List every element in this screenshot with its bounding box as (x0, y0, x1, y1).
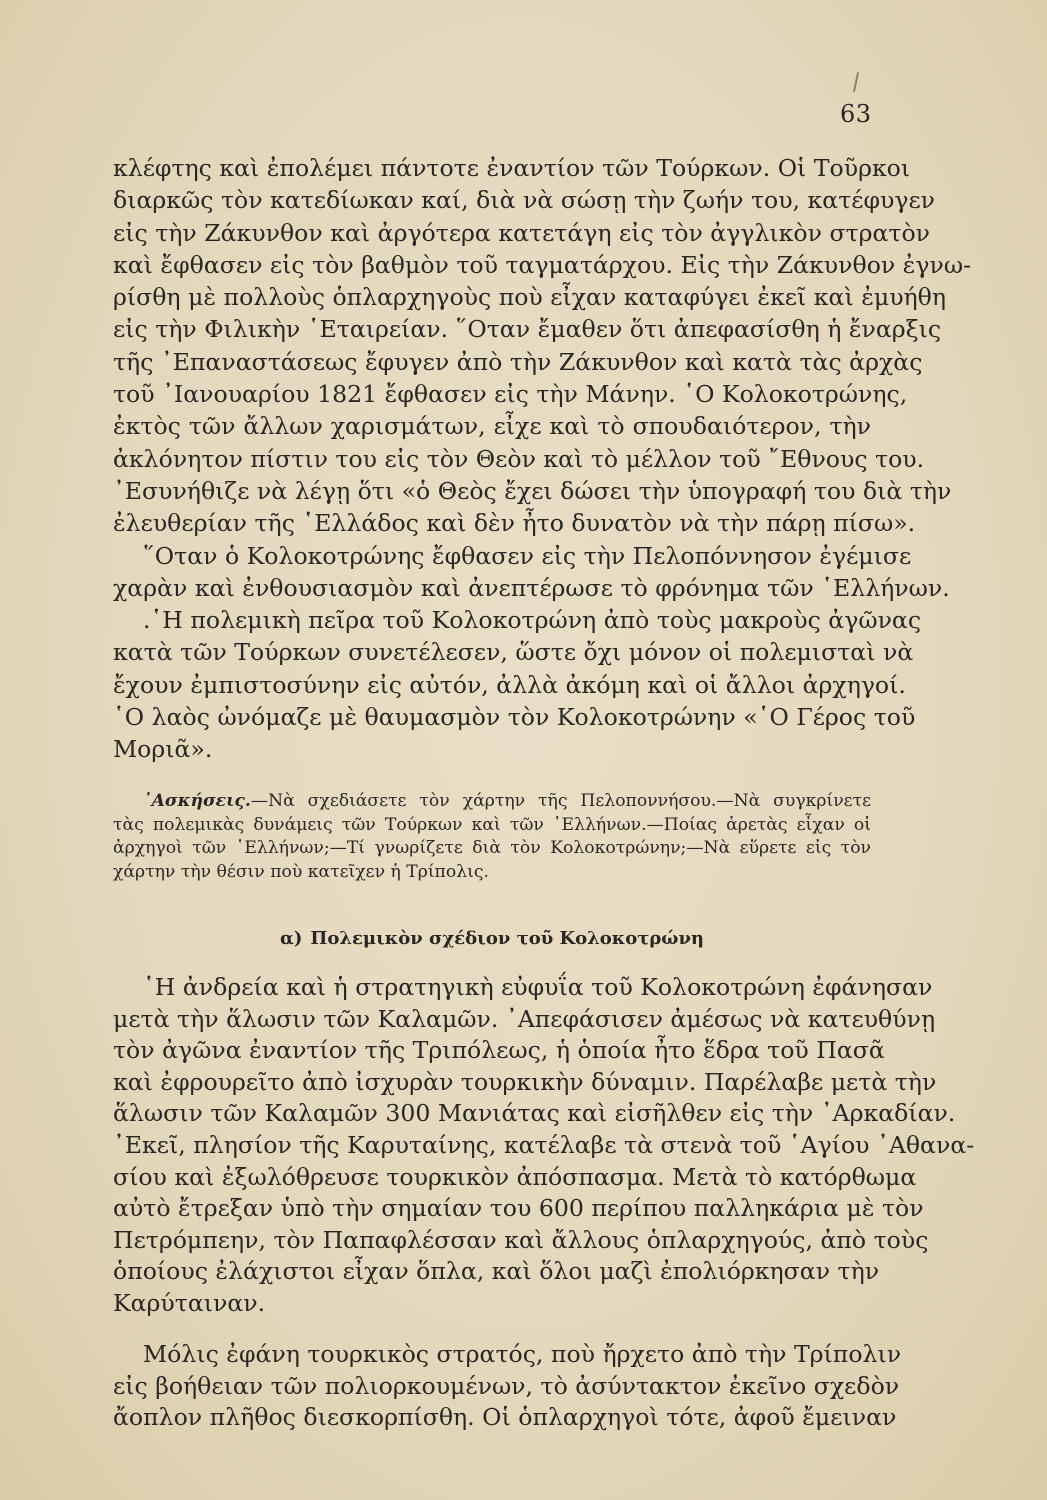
text-line: εἰς βοήθειαν τῶν πολιορκουμένων, τὸ ἀσύντακτον ἐκεῖνο σχεδὸν (113, 1371, 900, 1400)
text-line: τὸν ἀγῶνα ἐναντίον τῆς Τριπόλεως, ἡ ὁποία ἦτο ἕδρα τοῦ Πασᾶ (113, 1036, 885, 1065)
exercises-line (113, 790, 871, 814)
text-line: ἅλωσιν τῶν Καλαμῶν 300 Μανιάτας καὶ εἰσῆλθεν εἰς τὴν ᾿Αρκαδίαν. (113, 1099, 956, 1128)
pencil-mark (853, 72, 859, 92)
section-text (113, 972, 975, 1320)
exercises-label: ᾿Ασκήσεις. (143, 791, 251, 811)
section-title: Πολεμικὸν σχέδιον τοῦ Κολοκοτρώνη (310, 928, 705, 949)
text-line: Πετρόμπεην, τὸν Παπαφλέσσαν καὶ ἄλλους ὁπλαρχηγούς, ἀπὸ τοὺς (113, 1225, 929, 1254)
main-text (113, 152, 972, 766)
text-line: ὁποίους ἐλάχιστοι εἶχαν ὅπλα, καὶ ὅλοι μαζὶ ἐπολιόρκησαν τὴν (113, 1257, 880, 1286)
text-line: Καρύταιναν. (113, 1288, 266, 1317)
text-line: ἄοπλον πλῆθος διεσκορπίσθη. Οἱ ὁπλαρχηγοὶ τότε, ἀφοῦ ἔμειναν (113, 1403, 897, 1432)
text-line: ᾿Εκεῖ, πλησίον τῆς Καρυταίνης, κατέλαβε τὰ στενὰ τοῦ ῾Αγίου ᾿Αθανα- (113, 1130, 975, 1159)
text-line: Μόλις ἐφάνη τουρκικὸς στρατός, ποὺ ἤρχετο ἀπὸ τὴν Τρίπολιν (143, 1340, 902, 1368)
text-line: ἐλευθερίαν τῆς ῾Ελλάδος καὶ δὲν ἦτο δυνατὸν νὰ τὴν πάρῃ πίσω». (113, 509, 916, 538)
exercises (113, 790, 871, 884)
exercises-line: ἀρχηγοὶ τῶν ῾Ελλήνων;—Τί γνωρίζετε διὰ τὸν Κολοκοτρώνην;—Νὰ εὕρετε εἰς τὸν (113, 838, 871, 858)
text-line: χαρὰν καὶ ἐνθουσιασμὸν καὶ ἀνεπτέρωσε τὸ φρόνημα τῶν ῾Ελλήνων. (113, 573, 950, 602)
exercises-text: —Νὰ σχεδιάσετε τὸν χάρτην τῆς Πελοποννήσου.—Νὰ συγκρίνετε (250, 791, 871, 811)
text-line: ἔχουν ἐμπιστοσύνην εἰς αὐτόν, ἀλλὰ ἀκόμη καὶ οἱ ἄλλοι ἀρχηγοί. (113, 670, 906, 699)
text-line: ῾Ο λαὸς ὠνόμαζε μὲ θαυμασμὸν τὸν Κολοκοτρώνην «῾Ο Γέρος τοῦ (113, 703, 916, 732)
section-letter: α) (279, 928, 303, 949)
section-heading (113, 928, 871, 949)
text-line: κλέφτης καὶ ἐπολέμει πάντοτε ἐναντίον τῶν Τούρκων. Οἱ Τοῦρκοι (113, 154, 911, 182)
text-line: ᾿Εσυνήθιζε νὰ λέγῃ ὅτι «ὁ Θεὸς ἔχει δώσει τὴν ὑπογραφή του διὰ τὴν (113, 476, 952, 505)
text-line: τῆς ᾿Επαναστάσεως ἔφυγεν ἀπὸ τὴν Ζάκυνθον καὶ κατὰ τὰς ἀρχὰς (113, 347, 923, 376)
text-line: τοῦ ᾿Ιανουαρίου 1821 ἔφθασεν εἰς τὴν Μάνην. ῾Ο Κολοκοτρώνης, (113, 380, 908, 409)
text-line: εἰς τὴν Ζάκυνθον καὶ ἀργότερα κατετάγη εἰς τὸν ἀγγλικὸν στρατὸν (113, 218, 931, 247)
text-line: ρίσθη μὲ πολλοὺς ὁπλαρχηγοὺς ποὺ εἶχαν καταφύγει ἐκεῖ καὶ ἐμυήθη (113, 283, 947, 312)
text-line: αὐτὸ ἔτρεξαν ὑπὸ τὴν σημαίαν του 600 περίπου παλληκάρια μὲ τὸν (113, 1194, 924, 1223)
text-line: καὶ ἔφθασεν εἰς τὸν βαθμὸν τοῦ ταγματάρχου. Εἰς τὴν Ζάκυνθον ἐγνω- (113, 250, 972, 279)
text-line: ῾Η ἀνδρεία καὶ ἡ στρατηγικὴ εὐφυΐα τοῦ Κολοκοτρώνη ἐφάνησαν (143, 973, 933, 1001)
exercises-line: τὰς πολεμικὰς δυνάμεις τῶν Τούρκων καὶ τῶν ῾Ελλήνων.—Ποίας ἀρετὰς εἶχαν οἱ (113, 814, 871, 835)
text-line: εἰς τὴν Φιλικὴν ῾Εταιρείαν. ῞Οταν ἔμαθεν ὅτι ἀπεφασίσθη ἡ ἔναρξις (113, 315, 942, 344)
text-line: κατὰ τῶν Τούρκων συνετέλεσεν, ὥστε ὄχι μόνον οἱ πολεμισταὶ νὰ (113, 638, 914, 667)
text-line: καὶ ἐφρουρεῖτο ἀπὸ ἰσχυρὰν τουρκικὴν δύναμιν. Παρέλαβε μετὰ τὴν (113, 1067, 937, 1096)
text-line: ῞Οταν ὁ Κολοκοτρώνης ἔφθασεν εἰς τὴν Πελοπόννησον ἐγέμισε (143, 541, 912, 570)
exercises-line: χάρτην τὴν θέσιν ποὺ κατεῖχεν ἡ Τρίπολις. (113, 861, 489, 882)
section-text-continued (113, 1339, 902, 1434)
text-line: .῾Η πολεμικὴ πεῖρα τοῦ Κολοκοτρώνη ἀπὸ τοὺς μακροὺς ἀγῶνας (143, 606, 922, 635)
text-line: Μοριᾶ». (113, 735, 213, 764)
text-line: σίου καὶ ἐξωλόθρευσε τουρκικὸν ἀπόσπασμα. Μετὰ τὸ κατόρθωμα (113, 1162, 917, 1191)
text-line: ἐκτὸς τῶν ἄλλων χαρισμάτων, εἶχε καὶ τὸ σπουδαιότερον, τὴν (113, 412, 871, 441)
text-line: μετὰ τὴν ἅλωσιν τῶν Καλαμῶν. ᾿Απεφάσισεν ἀμέσως νὰ κατευθύνῃ (113, 1004, 936, 1033)
page-number: 63 (840, 100, 872, 128)
text-line: διαρκῶς τὸν κατεδίωκαν καί, διὰ νὰ σώσῃ τὴν ζωήν του, κατέφυγεν (113, 186, 936, 215)
text-line: ἀκλόνητον πίστιν του εἰς τὸν Θεὸν καὶ τὸ μέλλον τοῦ ῎Εθνους του. (113, 444, 925, 473)
